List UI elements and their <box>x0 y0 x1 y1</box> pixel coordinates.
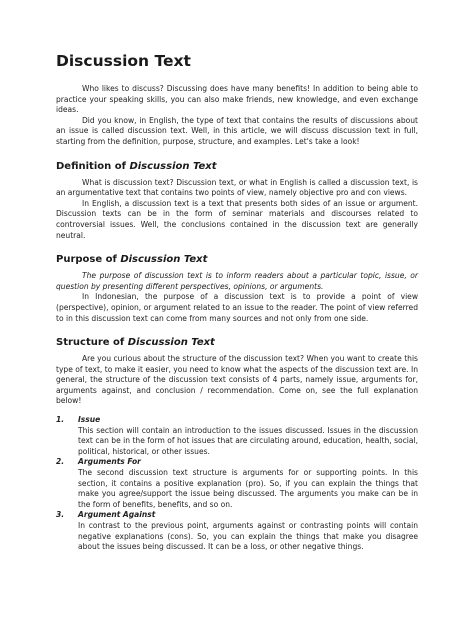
definition-paragraph-2: In English, a discussion text is a text that presents both sides of an issue or argument. Discussion texts can be in the form of seminar materials and discourses related to controversial issues. Well, the conclusions contained in the discussion text are generally neutral. <box>56 198 418 240</box>
list-item-title: Argument Against <box>78 510 156 520</box>
list-item-heading <box>56 510 418 521</box>
definition-paragraph-1: What is discussion text? Discussion text, or what in English is called a discussion text, is an argumentative text that contains two points of view, namely objective pro and con views. <box>56 177 418 198</box>
purpose-heading <box>56 254 418 265</box>
list-item-body-wrap <box>56 468 418 510</box>
definition-heading <box>56 161 418 172</box>
list-item-body-wrap <box>56 521 418 553</box>
structure-paragraph-1: Are you curious about the structure of the discussion text? When you want to create this type of text, to make it easier, you need to know what the aspects of the discussion text are. In general, the structure of the discussion text consists of 4 parts, namely issue, arguments for, arguments against, and conclusion / recommendation. Come on, see the full explanation below! <box>56 354 418 406</box>
purpose-paragraph-2: In Indonesian, the purpose of a discussion text is to provide a point of view (perspective), opinion, or argument related to an issue to the reader. The point of view referred to in this discussion text can come from many sources and not only from one side. <box>56 292 418 323</box>
list-item-heading <box>56 415 418 426</box>
intro-paragraph-1: Who likes to discuss? Discussing does have many benefits! In addition to being able to practice your speaking skills, you can also make friends, new knowledge, and even exchange ideas. <box>56 84 418 115</box>
list-item <box>56 415 418 457</box>
purpose-heading-plain: Purpose of <box>56 254 121 266</box>
list-item-body-wrap <box>56 426 418 458</box>
list-item-number: 1. <box>56 415 65 425</box>
page-title: Discussion Text <box>56 52 191 70</box>
list-item-body: This section will contain an introduction to the issues discussed. Issues in the discussion text can be in the form of hot issues that are circulating around, education, health, social, political, historical, or other issues. <box>78 425 418 456</box>
list-item <box>56 457 418 510</box>
list-item-heading <box>56 457 418 468</box>
structure-heading-plain: Structure of <box>56 337 128 349</box>
list-item-title: Arguments For <box>78 457 141 467</box>
structure-heading-italic: Discussion Text <box>127 337 215 349</box>
list-item-title: Issue <box>78 415 101 425</box>
purpose-heading-italic: Discussion Text <box>120 254 208 266</box>
list-item-number: 3. <box>56 510 65 520</box>
definition-heading-italic: Discussion Text <box>129 160 217 172</box>
purpose-paragraph-1: The purpose of discussion text is to inform readers about a particular topic, issue, or question by presenting different perspectives, opinions, or arguments. <box>56 271 418 291</box>
structure-heading <box>56 337 418 348</box>
intro-paragraph-2: Did you know, in English, the type of text that contains the results of discussions about an issue is called discussion text. Well, in this article, we will discuss discussion text in full, starting from the definition, purpose, structure, and examples. Let's take a look! <box>56 115 418 146</box>
list-item-body: In contrast to the previous point, arguments against or contrasting points will contain negative explanations (cons). So, you can explain the things that make you disagree about the issues being discussed. It can be a loss, or other negative things. <box>78 521 418 552</box>
list-item-number: 2. <box>56 457 65 467</box>
structure-list <box>56 415 418 553</box>
definition-heading-plain: Definition of <box>56 160 130 172</box>
list-item-body: The second discussion text structure is arguments for or supporting points. In this section, it contains a positive explanation (pro). So, if you can explain the things that make you agree/support the issue being discussed. The arguments you make can be in the form of benefits, benefits, and so on. <box>78 468 418 509</box>
list-item <box>56 510 418 552</box>
